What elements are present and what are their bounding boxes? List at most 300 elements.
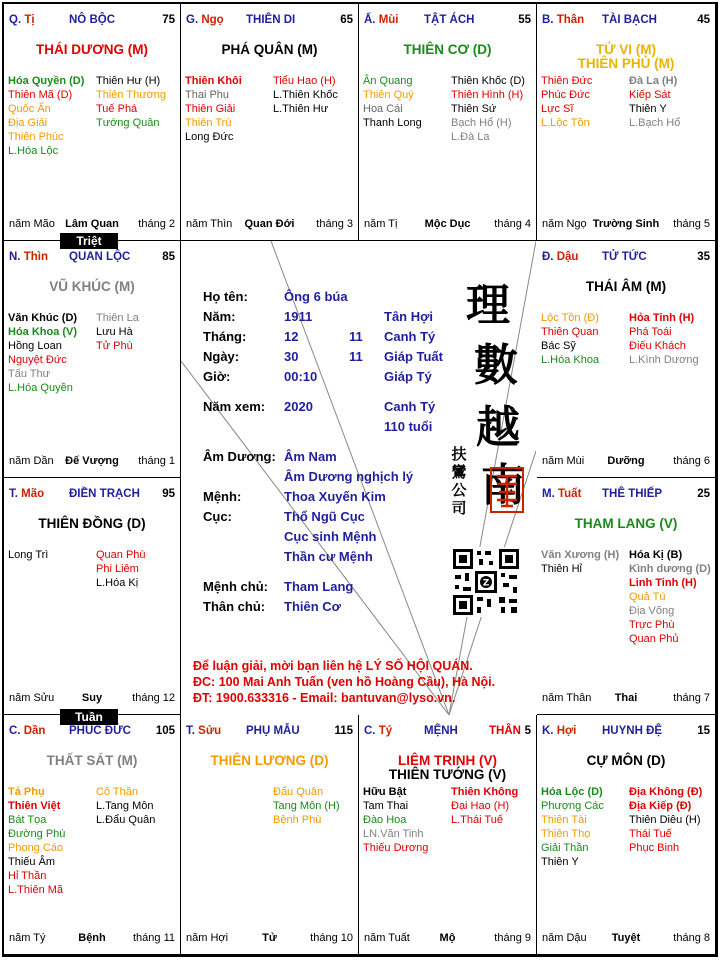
star-item: Hóa Khoa (V): [8, 326, 78, 338]
month-lunar: 11: [349, 329, 363, 344]
palace-position: [186, 14, 224, 26]
palace-year: năm Dần: [9, 455, 54, 467]
star-item: L.Bạch Hổ: [629, 117, 681, 129]
menh-value: Thoa Xuyến Kim: [284, 489, 386, 504]
calligraphy-char-2: 數: [474, 340, 518, 391]
age-value: 110 tuổi: [384, 419, 433, 434]
palace-number: 95: [162, 488, 175, 500]
palace-year: năm Hợi: [186, 932, 229, 944]
palace-footer: [9, 932, 175, 946]
minor-stars-right: [629, 311, 699, 367]
star-item: Thiên Hình (H): [451, 89, 524, 101]
palace-month: tháng 8: [673, 932, 710, 944]
main-star: CỰ MÔN (D): [586, 753, 666, 768]
palace-number: 75: [162, 14, 175, 26]
palace-year: năm Tị: [364, 218, 398, 230]
palace-stem: Đ.: [542, 251, 554, 263]
palace-number: 55: [518, 14, 531, 26]
star-item: Phong Cáo: [8, 842, 64, 854]
palace-branch: Thân: [556, 14, 585, 26]
palace-footer: [364, 218, 531, 232]
star-item: Lộc Tồn (Đ): [541, 312, 599, 324]
minor-stars-right: [273, 74, 338, 116]
cuc-2: Cục sinh Mệnh: [284, 529, 377, 544]
palace-position: [542, 14, 584, 26]
star-item: Văn Xương (H): [541, 549, 620, 561]
palace-stem: C.: [364, 725, 376, 737]
palace-stem: T.: [186, 725, 195, 737]
star-item: Đẩu Quân: [273, 786, 324, 798]
star-item: Hỉ Thần: [8, 870, 47, 882]
main-star: THAM LANG (V): [574, 516, 678, 531]
star-item: Điếu Khách: [629, 340, 686, 352]
palace-number: 85: [162, 251, 175, 263]
palace-stem: Q.: [9, 14, 22, 26]
star-item: L.Đẩu Quân: [96, 814, 156, 826]
main-star: LIÊM TRINH (V): [398, 753, 497, 768]
star-item: Linh Tinh (H): [629, 577, 697, 589]
star-item: Thiếu Âm: [8, 856, 56, 868]
main-star: THẤT SÁT (M): [46, 753, 138, 768]
star-item: Địa Kiếp (Đ): [629, 800, 692, 812]
palace-header: [9, 14, 175, 28]
palace-month: tháng 4: [494, 218, 531, 230]
minor-stars-left: [8, 548, 48, 562]
palace-header: [364, 725, 531, 739]
vertical-char-4: 司: [451, 499, 467, 517]
star-item: Bác Sỹ: [541, 340, 576, 352]
palace-year: năm Dậu: [542, 932, 587, 944]
palace-year: năm Mùi: [542, 455, 585, 467]
contact-line-3: ĐT: 1900.633316 - Email: bantuvan@lyso.vn.: [193, 691, 456, 705]
hour-value: 00:10: [284, 369, 318, 384]
palace-number: 15: [697, 725, 710, 737]
star-item: Lưu Hà: [96, 326, 133, 338]
vertical-text: [451, 445, 467, 517]
palace-branch: Mùi: [378, 14, 399, 26]
palace-year: năm Mão: [9, 218, 55, 230]
star-item: Thiên Hư (H): [96, 75, 161, 87]
star-item: Thiên Quan: [541, 326, 599, 338]
star-item: Thanh Long: [363, 117, 422, 129]
star-item: Lực Sĩ: [541, 103, 574, 115]
palace-header: [542, 488, 710, 502]
year-label: Năm:: [203, 309, 236, 324]
palace-mao: [4, 478, 181, 715]
star-item: L.Lộc Tồn: [541, 117, 590, 129]
star-item: Địa Giải: [8, 117, 48, 129]
vertical-char-3: 公: [451, 481, 467, 499]
star-item: Đường Phù: [8, 828, 66, 840]
calligraphy-char-4: 南: [481, 460, 525, 511]
palace-stage: Bệnh: [78, 932, 106, 944]
minor-stars-left: [541, 74, 592, 130]
palace-month: tháng 5: [673, 218, 710, 230]
star-item: Đại Hao (H): [451, 800, 510, 812]
star-item: Thiên Diêu (H): [629, 814, 701, 826]
minor-stars-right: [629, 74, 680, 130]
star-item: Thiên Khôi: [185, 75, 242, 87]
palace-ti: [4, 4, 181, 241]
palace-year: năm Thân: [542, 692, 592, 704]
palace-position: [364, 725, 392, 737]
palace-name: MỆNH: [424, 725, 458, 737]
star-item: Thiên Mã (D): [8, 89, 73, 101]
palace-header: [186, 14, 353, 28]
star-item: L.Đà La: [451, 131, 490, 143]
calligraphy-char-1: 理: [466, 280, 510, 331]
star-item: Quốc Ấn: [8, 103, 51, 115]
palace-name: NÔ BỘC: [69, 14, 115, 26]
day-can: Giáp Tuất: [384, 349, 443, 364]
palace-position: [542, 488, 581, 500]
palace-year: năm Tý: [9, 932, 46, 944]
palace-stage: Đế Vượng: [65, 455, 119, 467]
star-item: Thiên La: [96, 312, 139, 324]
main-star: VŨ KHÚC (M): [49, 279, 135, 294]
cuc-3: Thần cư Mệnh: [284, 549, 373, 564]
palace-header: [542, 725, 710, 739]
palace-name: PHÚC ĐỨC: [69, 725, 131, 737]
thanchu-label: Thân chủ:: [203, 599, 266, 614]
palace-name-2: THÂN: [489, 725, 521, 737]
palace-branch: Dậu: [556, 251, 579, 263]
star-item: L.Thiên Hư: [273, 103, 329, 115]
svg-text:Z: Z: [482, 578, 490, 589]
palace-hoi: [537, 715, 716, 955]
star-item: Văn Khúc (D): [8, 312, 78, 324]
palace-name: QUAN LỘC: [69, 251, 131, 263]
star-item: Thái Tuế: [629, 828, 672, 840]
palace-number: 45: [697, 14, 710, 26]
star-item: Nguyệt Đức: [8, 354, 67, 366]
minor-stars-right: [273, 785, 340, 827]
star-item: Thiên Tài: [541, 814, 587, 826]
palace-stage: Thai: [614, 692, 638, 704]
minor-stars-right: [629, 548, 711, 646]
main-star: THIÊN PHỦ (M): [577, 56, 675, 71]
star-item: L.Hóa Quyền: [8, 382, 73, 394]
palace-branch: Thìn: [23, 251, 48, 263]
palace-stage: Mộ: [439, 932, 456, 944]
amduong-1: Âm Nam: [284, 449, 337, 464]
palace-stem: C.: [9, 725, 21, 737]
palace-number: 115: [334, 725, 353, 737]
star-item: Phi Liêm: [96, 563, 139, 575]
minor-stars-left: [185, 74, 242, 144]
palace-footer: [542, 692, 710, 706]
star-item: L.Thiên Mã: [8, 884, 64, 896]
star-item: Hữu Bật: [363, 786, 407, 798]
palace-header: [542, 251, 710, 265]
palace-position: [9, 488, 44, 500]
palace-stem: K.: [542, 725, 554, 737]
palace-mui: [359, 4, 537, 241]
palace-name: THIÊN DI: [246, 14, 296, 26]
tuan-badge: Tuần: [60, 709, 118, 725]
star-item: Giải Thần: [541, 842, 589, 854]
palace-position: [542, 725, 576, 737]
star-item: L.Tang Môn: [96, 800, 154, 812]
palace-header: [9, 251, 175, 265]
star-item: Tuế Phá: [96, 103, 138, 115]
main-star: PHÁ QUÂN (M): [221, 42, 318, 57]
star-item: Phượng Các: [541, 800, 604, 812]
palace-header: [9, 725, 175, 739]
palace-branch: Sửu: [198, 725, 222, 737]
star-item: Thiên Phúc: [8, 131, 64, 143]
palace-header: [364, 14, 531, 28]
star-item: Quan Phù: [96, 549, 146, 561]
star-item: L.Hóa Lộc: [8, 145, 59, 157]
star-item: Thiên Khốc (D): [451, 75, 525, 87]
palace-name: TẬT ÁCH: [424, 14, 475, 26]
palace-header: [9, 488, 175, 502]
triet-badge: Triệt: [60, 233, 118, 249]
palace-number: 105: [155, 725, 175, 737]
star-item: Long Đức: [185, 131, 234, 143]
star-item: Hoa Cái: [363, 103, 403, 115]
minor-stars-right: [96, 785, 155, 827]
palace-stem: M.: [542, 488, 555, 500]
palace-name: TỬ TỨC: [602, 251, 647, 263]
minor-stars-left: [541, 311, 599, 367]
day-lunar: 11: [349, 349, 363, 364]
star-item: Bạch Hổ (H): [451, 117, 512, 129]
amduong-2: Âm Dương nghịch lý: [284, 469, 414, 484]
palace-name: PHỤ MẪU: [246, 725, 300, 737]
palace-footer: [364, 932, 531, 946]
minor-stars-left: [8, 785, 65, 897]
name-value: Ông 6 búa: [284, 289, 348, 304]
menh-label: Mệnh:: [203, 489, 242, 504]
vertical-char-2: 鸞: [451, 463, 467, 481]
menhchu-value: Tham Lang: [284, 579, 354, 594]
star-item: L.Thái Tuế: [451, 814, 503, 826]
palace-month: tháng 10: [310, 932, 353, 944]
day-value: 30: [284, 349, 299, 364]
palace-stage: Tử: [262, 932, 277, 944]
minor-stars-left: [363, 74, 422, 130]
month-can: Canh Tý: [384, 329, 436, 344]
palace-month: tháng 1: [138, 455, 175, 467]
star-item: Hồng Loan: [8, 340, 62, 352]
palace-stem: N.: [9, 251, 21, 263]
star-item: Bát Tọa: [8, 814, 47, 826]
minor-stars-left: [8, 74, 84, 158]
calligraphy-char-3: 越: [476, 402, 520, 453]
year-can: Tân Hợi: [384, 309, 433, 324]
main-star: THÁI DƯƠNG (M): [36, 42, 148, 57]
minor-stars-right: [629, 785, 702, 855]
chart-center-info: [181, 241, 536, 715]
star-item: Thai Phụ: [185, 89, 230, 101]
minor-stars-right: [96, 74, 166, 130]
palace-month: tháng 3: [316, 218, 353, 230]
palace-thin: [4, 241, 181, 478]
palace-year: năm Sửu: [9, 692, 55, 704]
hour-label: Giờ:: [203, 369, 231, 384]
star-item: Thiên Trù: [185, 117, 232, 129]
palace-number: 5: [524, 725, 531, 737]
palace-name: TÀI BẠCH: [602, 14, 657, 26]
palace-footer: [542, 455, 710, 469]
palace-footer: [9, 218, 175, 232]
palace-stem: Ấ.: [364, 14, 376, 26]
minor-stars-left: [541, 548, 619, 576]
palace-number: 35: [697, 251, 710, 263]
palace-ngo: [181, 4, 359, 241]
minor-stars-left: [363, 785, 428, 855]
star-item: LN.Văn Tinh: [363, 828, 424, 840]
star-item: Thiên Thọ: [541, 828, 591, 840]
palace-month: tháng 12: [132, 692, 175, 704]
palace-ty: [359, 715, 537, 955]
palace-position: [542, 251, 578, 263]
palace-position: [186, 725, 221, 737]
main-star: THIÊN CƠ (D): [403, 42, 492, 57]
star-item: Quả Tú: [629, 591, 666, 603]
star-item: Kình dương (D): [629, 563, 711, 575]
hour-can: Giáp Tý: [384, 369, 432, 384]
star-item: Thiên Y: [629, 103, 667, 115]
star-item: Tang Môn (H): [273, 800, 340, 812]
palace-year: năm Tuất: [364, 932, 410, 944]
star-item: Trực Phù: [629, 619, 675, 631]
palace-month: tháng 9: [494, 932, 531, 944]
star-item: Quan Phủ: [629, 633, 679, 645]
contact-line-2: ĐC: 100 Mai Anh Tuấn (ven hồ Hoàng Cầu), Hà Nội.: [193, 675, 496, 689]
palace-position: [9, 251, 48, 263]
star-item: Đào Hoa: [363, 814, 407, 826]
palace-stage: Dưỡng: [607, 455, 645, 467]
palace-branch: Ngọ: [201, 14, 224, 26]
main-star: THÁI ÂM (M): [585, 279, 667, 294]
contact-line-1: Để luận giải, mời bạn liên hệ LÝ SỐ HỘI QUÁN.: [193, 659, 473, 673]
palace-stem: G.: [186, 14, 199, 26]
palace-stage: Tuyệt: [611, 932, 641, 944]
palace-header: [542, 14, 710, 28]
palace-than: [537, 4, 716, 241]
star-item: Kiếp Sát: [629, 89, 671, 101]
palace-position: [9, 14, 35, 26]
star-item: Cô Thần: [96, 786, 138, 798]
palace-footer: [9, 692, 175, 706]
palace-name: HUYNH ĐỆ: [602, 725, 663, 737]
star-item: Thiên Thương: [96, 89, 167, 101]
day-label: Ngày:: [203, 349, 240, 364]
palace-name: ĐIỀN TRẠCH: [69, 488, 140, 500]
palace-month: tháng 11: [132, 932, 175, 944]
palace-footer: [542, 218, 710, 232]
star-item: Hóa Quyền (D): [8, 75, 85, 87]
palace-suu: [181, 715, 359, 955]
palace-stage: Trường Sinh: [592, 218, 660, 230]
star-item: Phá Toái: [629, 326, 672, 338]
palace-stage: Mộc Dục: [424, 218, 471, 230]
palace-year: năm Thìn: [186, 218, 233, 230]
minor-stars-right: [451, 785, 518, 827]
palace-position: [364, 14, 399, 26]
star-item: Phục Binh: [629, 842, 680, 854]
view-year-label: Năm xem:: [203, 399, 266, 414]
star-item: Thiên Không: [451, 786, 519, 798]
palace-number: 65: [340, 14, 353, 26]
palace-stem: T.: [9, 488, 18, 500]
palace-branch: Tý: [378, 725, 393, 737]
month-value: 12: [284, 329, 299, 344]
palace-footer: [186, 932, 353, 946]
palace-number: 25: [697, 488, 710, 500]
palace-branch: Mão: [21, 488, 45, 500]
palace-month: tháng 2: [138, 218, 175, 230]
star-item: L.Thiên Khốc: [273, 89, 338, 101]
palace-branch: Hợi: [556, 725, 577, 737]
star-item: Phúc Đức: [541, 89, 590, 101]
star-item: Ân Quang: [363, 75, 413, 87]
menhchu-label: Mệnh chủ:: [203, 579, 268, 594]
palace-stage: Suy: [81, 692, 103, 704]
star-item: Tấu Thư: [8, 368, 51, 380]
minor-stars-right: [96, 311, 139, 353]
star-item: Thiên Giải: [185, 103, 236, 115]
star-item: Hóa Lộc (D): [541, 786, 603, 798]
star-item: Thiên Y: [541, 856, 579, 868]
star-item: Tam Thai: [363, 800, 409, 812]
star-item: Long Trì: [8, 549, 49, 561]
minor-stars-left: [8, 311, 77, 395]
palace-stage: Lâm Quan: [65, 218, 119, 230]
palace-branch: Tị: [24, 14, 35, 26]
star-item: Thiên Đức: [541, 75, 593, 87]
star-item: Thiên Sứ: [451, 103, 497, 115]
star-item: L.Hóa Khoa: [541, 354, 600, 366]
palace-header: [186, 725, 353, 739]
palace-month: tháng 6: [673, 455, 710, 467]
palace-footer: [542, 932, 710, 946]
palace-dan: [4, 715, 181, 955]
main-star: THIÊN LƯƠNG (D): [210, 753, 329, 768]
star-item: Bệnh Phù: [273, 814, 322, 826]
star-item: Địa Võng: [629, 605, 675, 617]
star-item: Tướng Quân: [96, 117, 160, 129]
star-item: Tiểu Hao (H): [273, 75, 336, 87]
minor-stars-left: [541, 785, 604, 869]
palace-footer: [9, 455, 175, 469]
palace-branch: Dần: [23, 725, 46, 737]
star-item: Tả Phụ: [8, 786, 45, 798]
vertical-char-1: 扶: [451, 445, 467, 463]
cuc-label: Cục:: [203, 509, 232, 524]
palace-stem: B.: [542, 14, 554, 26]
star-item: L.Kình Dương: [629, 354, 699, 366]
palace-year: năm Ngọ: [542, 218, 587, 230]
palace-name: THÊ THIẾP: [602, 488, 663, 500]
minor-stars-right: [96, 548, 146, 590]
palace-position: [9, 725, 45, 737]
palace-stage: Quan Đới: [244, 218, 295, 230]
star-item: Thiên Quý: [363, 89, 414, 101]
palace-dau: [537, 241, 716, 478]
star-item: L.Hóa Kị: [96, 577, 139, 589]
view-year-value: 2020: [284, 399, 313, 414]
cuc-1: Thổ Ngũ Cục: [284, 509, 365, 524]
name-label: Họ tên:: [203, 289, 248, 304]
star-item: Tử Phù: [96, 340, 133, 352]
star-item: Hỏa Tinh (H): [629, 312, 695, 324]
red-seal-stamp: [489, 466, 525, 514]
palace-tuat: [537, 478, 716, 715]
